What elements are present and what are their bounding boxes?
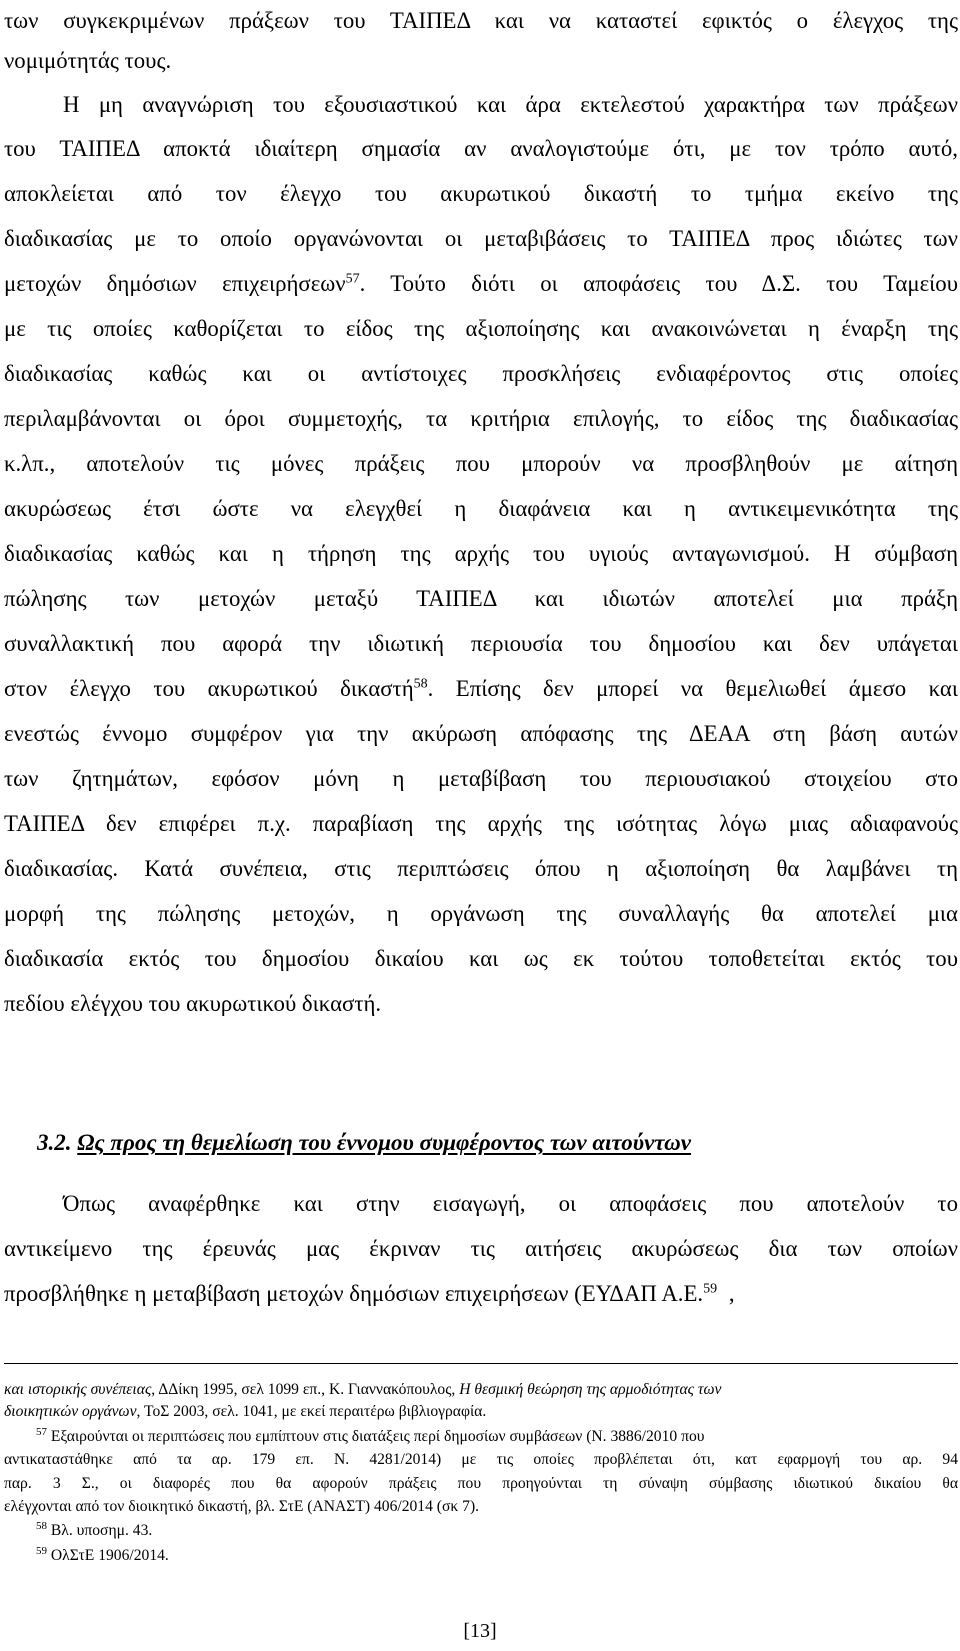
page-number: [13] xyxy=(463,1620,497,1642)
body-text: μετοχών δημόσιων επιχειρήσεων xyxy=(4,271,346,296)
section-number: 3.2. xyxy=(37,1130,72,1155)
body-line: ΤΑΙΠΕΔ δεν επιφέρει π.χ. παραβίαση της αρχής της ισότητας λόγω μιας αδιαφανούς xyxy=(4,811,958,836)
body-line: με τις οποίες καθορίζεται το είδος της αξιοποίησης και ανακοινώνεται η έναρξη της xyxy=(4,316,958,341)
body-line: νομιμότητάς τους. xyxy=(4,48,172,73)
body-line xyxy=(4,269,958,299)
section-line: Όπως αναφέρθηκε και στην εισαγωγή, οι αποφάσεις που αποτελούν το xyxy=(63,1191,958,1216)
body-line: διαδικασίας καθώς και οι αντίστοιχες προσκλήσεις ενδιαφέροντος στις οποίες xyxy=(4,361,958,386)
footnote-reference: 57 xyxy=(345,271,360,287)
body-line: κ.λπ., αποτελούν τις μόνες πράξεις που μπορούν να προσβληθούν με αίτηση xyxy=(4,451,958,476)
body-line: διαδικασίας με το οποίο οργανώνονται οι μεταβιβάσεις το ΤΑΙΠΕΔ προς ιδιώτες των xyxy=(4,226,958,251)
footnote-italic-text: Η θεσμική θεώρηση της αρμοδιότητας των xyxy=(459,1381,722,1398)
body-line: πεδίου ελέγχου του ακυρωτικού δικαστή. xyxy=(4,991,382,1016)
body-line: πώλησης των μετοχών μεταξύ ΤΑΙΠΕΔ και ιδιωτών αποτελεί μια πράξη xyxy=(4,586,958,611)
body-line: ακυρώσεως έτσι ώστε να ελεγχθεί η διαφάνεια και η αντικειμενικότητα της xyxy=(4,496,958,521)
body-line: διαδικασία εκτός του δημοσίου δικαίου και ως εκ τούτου τοποθετείται εκτός του xyxy=(4,946,958,971)
body-line: αποκλείεται από τον έλεγχο του ακυρωτικού δικαστή το τμήμα εκείνο της xyxy=(4,181,958,206)
footnote-marker: 59 xyxy=(36,1544,47,1557)
footnote-marker: 57 xyxy=(36,1425,47,1438)
body-line: του ΤΑΙΠΕΔ αποκτά ιδιαίτερη σημασία αν αναλογιστούμε ότι, με τον τρόπο αυτό, xyxy=(4,136,958,161)
body-line: μορφή της πώλησης μετοχών, η οργάνωση της συναλλαγής θα αποτελεί μια xyxy=(4,901,958,926)
section-text: , xyxy=(723,1281,735,1306)
footnote-reference: 59 xyxy=(703,1281,718,1297)
footnote-text: , ΤοΣ 2003, σελ. 1041, με εκεί περαιτέρω βιβλιογραφία. xyxy=(136,1403,487,1420)
footnote-reference: 58 xyxy=(413,676,428,692)
footnote-line: αντικαταστάθηκε από τα αρ. 179 επ. Ν. 4281/2014) με τις οποίες προβλέπεται ότι, κατ εφαρμογή του αρ. 94 xyxy=(4,1451,958,1468)
footnote-separator xyxy=(4,1363,958,1364)
section-heading xyxy=(37,1128,691,1158)
section-line: αντικείμενο της έρευνάς μας έκριναν τις αιτήσεις ακυρώσεως δια των οποίων xyxy=(4,1236,958,1261)
body-line: Η μη αναγνώριση του εξουσιαστικού και άρα εκτελεστού χαρακτήρα των πράξεων xyxy=(63,92,958,117)
body-text: . Επίσης δεν μπορεί να θεμελιωθεί άμεσο και xyxy=(427,676,958,701)
body-line: συναλλακτική που αφορά την ιδιωτική περιουσία του δημοσίου και δεν υπάγεται xyxy=(4,631,958,656)
body-text: στον έλεγχο του ακυρωτικού δικαστή xyxy=(4,676,414,701)
footnote-text: Εξαιρούνται οι περιπτώσεις που εμπίπτουν στις διατάξεις περί δημοσίων συμβάσεων (Ν. 3886/2010 που xyxy=(47,1428,705,1445)
footnote-line xyxy=(4,1401,958,1423)
footnote-italic-text: και ιστορικής συνέπειας xyxy=(4,1381,152,1398)
footnote-italic-text: διοικητικών οργάνων xyxy=(4,1403,137,1420)
body-line: περιλαμβάνονται οι όροι συμμετοχής, τα κριτήρια επιλογής, το είδος της διαδικασίας xyxy=(4,406,958,431)
body-line: διαδικασίας καθώς και η τήρηση της αρχής του υγιούς ανταγωνισμού. Η σύμβαση xyxy=(4,541,958,566)
body-text: . Τούτο διότι οι αποφάσεις του Δ.Σ. του Ταμείου xyxy=(359,271,958,296)
footnote-text: ΟλΣτΕ 1906/2014. xyxy=(47,1547,169,1564)
footnote-57 xyxy=(4,1426,958,1448)
body-line xyxy=(4,674,958,704)
footnote-line: παρ. 3 Σ., οι διαφορές που θα αφορούν πράξεις που προηγούνται τη σύναψη σύμβασης ιδιωτικού δικαίου θα xyxy=(4,1475,958,1492)
section-text: προσβλήθηκε η μεταβίβαση μετοχών δημόσιων επιχειρήσεων (ΕΥΔΑΠ Α.Ε. xyxy=(4,1281,704,1306)
section-title: Ως προς τη θεμελίωση του έννομου συμφέροντος των αιτούντων xyxy=(77,1130,692,1155)
footnote-text: , ΔΔίκη 1995, σελ 1099 επ., Κ. Γιαννακόπουλος, xyxy=(151,1381,460,1398)
body-line: ενεστώς έννομο συμφέρον για την ακύρωση απόφασης της ΔΕΑΑ στη βάση αυτών xyxy=(4,721,958,746)
body-line: των ζητημάτων, εφόσον μόνη η μεταβίβαση του περιουσιακού στοιχείου στο xyxy=(4,766,958,791)
footnote-58 xyxy=(4,1520,958,1542)
footnote-line: ελέγχονται από τον διοικητικό δικαστή, βλ. ΣτΕ (ΑΝΑΣΤ) 406/2014 (σκ 7). xyxy=(4,1498,480,1515)
footnote-59 xyxy=(4,1545,958,1567)
section-line xyxy=(4,1279,958,1309)
body-line: των συγκεκριμένων πράξεων του ΤΑΙΠΕΔ και να καταστεί εφικτός ο έλεγχος της xyxy=(4,8,958,33)
footnote-text: Βλ. υποσημ. 43. xyxy=(47,1522,153,1539)
footnote-line xyxy=(4,1379,958,1401)
footnote-marker: 58 xyxy=(36,1519,47,1532)
body-line: διαδικασίας. Κατά συνέπεια, στις περιπτώσεις όπου η αξιοποίηση θα λαμβάνει τη xyxy=(4,856,958,881)
